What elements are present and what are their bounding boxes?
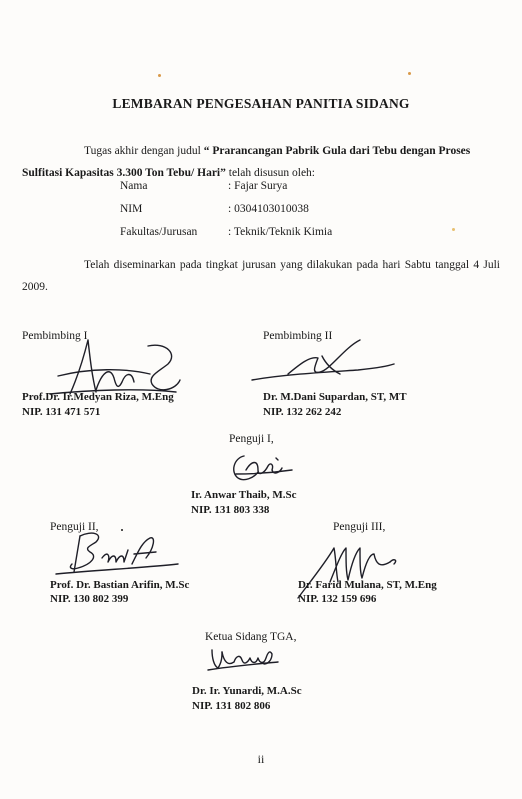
seminar-paragraph: Telah diseminarkan pada tingkat jurusan yang dilakukan pada hari Sabtu tanggal 4 Juli 2009.	[22, 259, 500, 293]
ketua-nip: NIP. 131 802 806	[192, 700, 271, 712]
pembimbing2-name: Dr. M.Dani Supardan, ST, MT	[263, 391, 407, 403]
author-row-name: Nama : Fajar Surya	[120, 180, 288, 192]
pembimbing2-nip: NIP. 132 262 242	[263, 406, 342, 418]
penguji2-role: Penguji II,	[50, 521, 99, 533]
penguji1-role: Penguji I,	[229, 433, 274, 445]
penguji1-signature	[228, 450, 298, 486]
intro-paragraph	[22, 140, 500, 184]
page-number: ii	[257, 752, 265, 766]
paper-speck	[408, 72, 411, 75]
penguji1-nip: NIP. 131 803 338	[191, 504, 270, 516]
pembimbing1-nip: NIP. 131 471 571	[22, 406, 101, 418]
penguji2-name: Prof. Dr. Bastian Arifin, M.Sc	[50, 579, 190, 591]
pembimbing1-name: Prof.Dr. Ir.Medyan Riza, M.Eng	[22, 391, 174, 403]
ketua-signature	[206, 640, 282, 680]
penguji2-nip: NIP. 130 802 399	[50, 593, 129, 605]
intro-suffix: telah disusun oleh:	[225, 167, 315, 179]
intro-prefix: Tugas akhir dengan judul	[84, 145, 204, 157]
author-row-nim: NIM : 0304103010038	[120, 203, 309, 215]
penguji1-name: Ir. Anwar Thaib, M.Sc	[191, 489, 297, 501]
pembimbing1-role: Pembimbing I	[22, 330, 88, 342]
ketua-name: Dr. Ir. Yunardi, M.A.Sc	[192, 685, 302, 697]
thesis-title: “ Prarancangan Pabrik Gula dari Tebu dengan Proses Sulfitasi Kapasitas 3.300 Ton Tebu/ Hari”	[22, 145, 471, 179]
author-row-faculty: Fakultas/Jurusan : Teknik/Teknik Kimia	[120, 226, 333, 238]
penguji3-name: Dr. Farid Mulana, ST, M.Eng	[298, 579, 437, 591]
penguji3-nip: NIP. 132 159 696	[298, 593, 377, 605]
penguji3-role: Penguji III,	[333, 521, 386, 533]
penguji2-signature	[46, 528, 186, 582]
pembimbing2-signature	[248, 334, 408, 389]
page-title: LEMBARAN PENGESAHAN PANITIA SIDANG	[112, 96, 410, 111]
ketua-role: Ketua Sidang TGA,	[205, 631, 297, 643]
pembimbing2-role: Pembimbing II	[263, 330, 333, 342]
paper-speck	[158, 74, 161, 77]
